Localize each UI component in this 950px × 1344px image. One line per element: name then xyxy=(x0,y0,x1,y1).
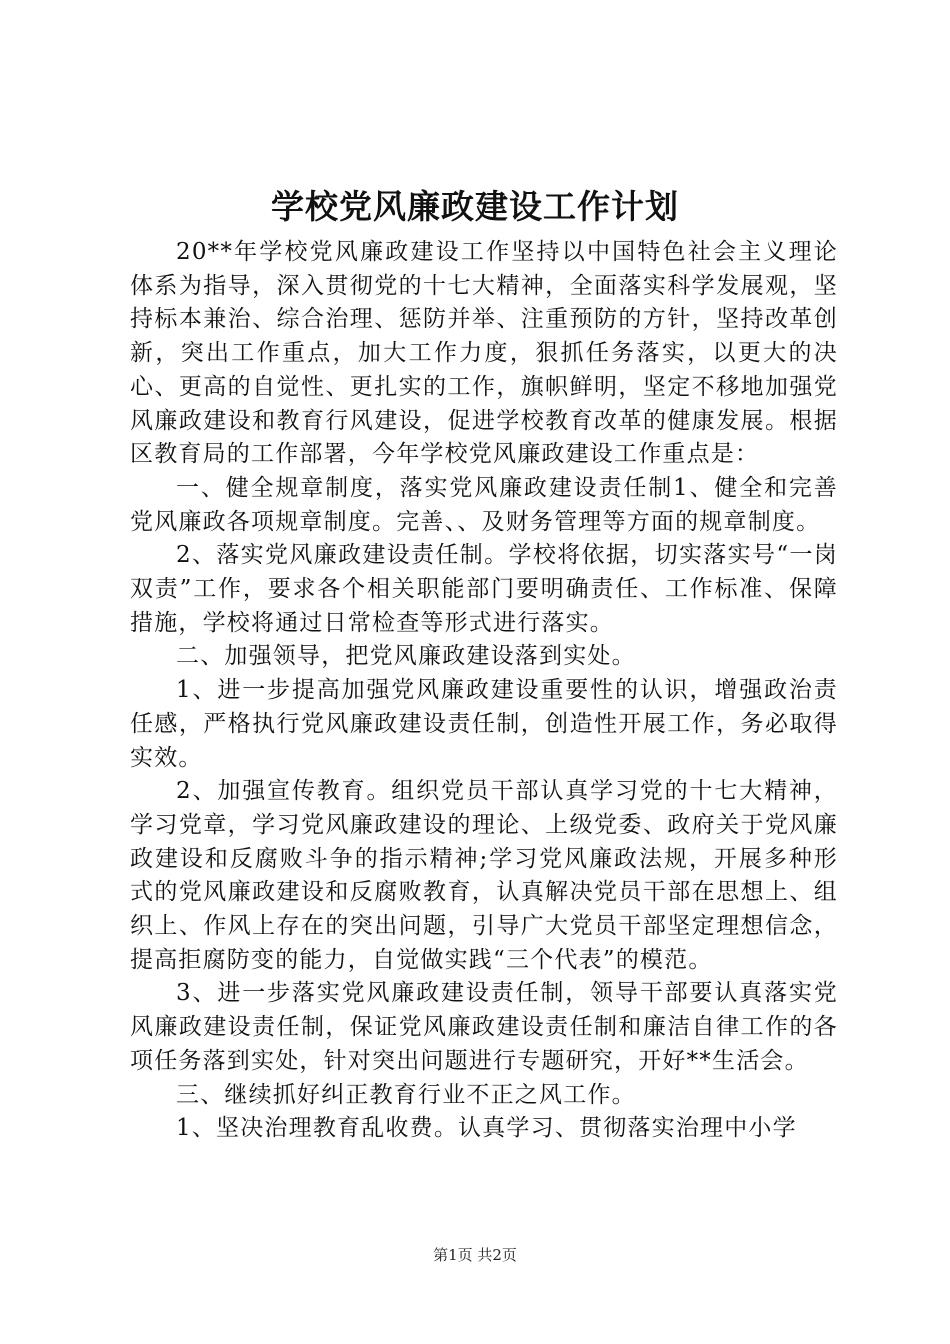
paragraph-item-3-1: 1、坚决治理教育乱收费。认真学习、贯彻落实治理中小学 xyxy=(176,1115,797,1142)
paragraph-section-2: 二、加强领导，把党风廉政建设落到实处。 xyxy=(176,643,636,670)
paragraph-item-2-2: 2、加强宣传教育。组织党员干部认真学习党的十七大精神，学习党章，学习党风廉政建设的理论、上级党委、政府关于党风廉政建设和反腐败斗争的指示精神;学习党风廉政法规，开展多种形式的党风廉政建设和反腐败教育，认真解决党员干部在思想上、组织上、作风上存在的突出问题，引导广大党员干部坚定理想信念，提高拒腐防变的能力，自觉做实践“三个代表”的模范。 xyxy=(130,778,838,973)
paragraph-item-1-2: 2、落实党风廉政建设责任制。学校将依据，切实落实号“一岗双责”工作，要求各个相关职能部门要明确责任、工作标准、保障措施，学校将通过日常检查等形式进行落实。 xyxy=(130,542,838,636)
paragraph-intro: 20**年学校党风廉政建设工作坚持以中国特色社会主义理论体系为指导，深入贯彻党的十七大精神，全面落实科学发展观，坚持标本兼治、综合治理、惩防并举、注重预防的方针，坚持改革创新，突出工作重点，加大工作力度，狠抓任务落实，以更大的决心、更高的自觉性、更扎实的工作，旗帜鲜明，坚定不移地加强党风廉政建设和教育行风建设，促进学校教育改革的健康发展。根据区教育局的工作部署，今年学校党风廉政建设工作重点是： xyxy=(130,239,838,468)
paragraph-section-1: 一、健全规章制度，落实党风廉政建设责任制1、健全和完善党风廉政各项规章制度。完善、、及财务管理等方面的规章制度。 xyxy=(130,474,838,535)
paragraph-item-2-3: 3、进一步落实党风廉政建设责任制，领导干部要认真落实党风廉政建设责任制，保证党风廉政建设责任制和廉洁自律工作的各项任务落到实处，针对突出问题进行专题研究，开好**生活会。 xyxy=(130,980,838,1074)
page-number-footer: 第1页 共2页 xyxy=(433,1246,517,1264)
document-body xyxy=(130,236,838,1146)
document-title: 学校党风廉政建设工作计划 xyxy=(271,187,679,226)
paragraph-section-3: 三、继续抓好纠正教育行业不正之风工作。 xyxy=(176,1081,636,1108)
paragraph-item-2-1: 1、进一步提高加强党风廉政建设重要性的认识，增强政治责任感，严格执行党风廉政建设责任制，创造性开展工作，务必取得实效。 xyxy=(130,677,838,771)
